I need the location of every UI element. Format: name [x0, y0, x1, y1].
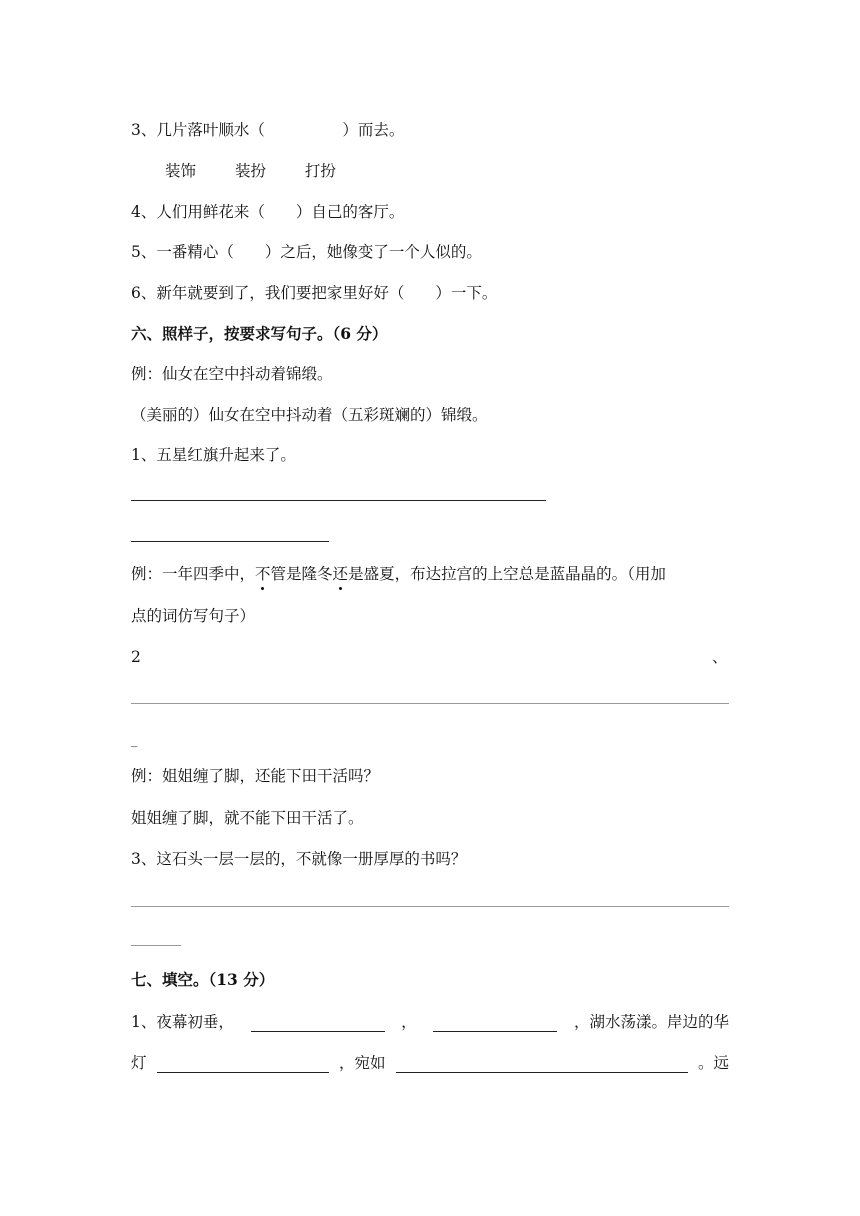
- emphasis-dot-char: 还: [332, 565, 349, 583]
- question-5: 5、一番精心（ ）之后，她像变了一个人似的。: [131, 243, 482, 261]
- fill-blank-1[interactable]: [251, 1015, 385, 1032]
- fill-row-2: 灯 ，宛如 。远: [131, 1054, 729, 1072]
- question-4: 4、人们用鲜花来（ ）自己的客厅。: [131, 203, 405, 221]
- answer-line-3[interactable]: [131, 906, 729, 907]
- answer-line-1a[interactable]: [131, 500, 546, 501]
- example-1-answer: （美丽的）仙女在空中抖动着（五彩斑斓的）锦缎。: [131, 406, 488, 424]
- word-option: 装扮: [234, 162, 266, 180]
- section-6-heading: 六、照样子，按要求写句子。（6 分）: [131, 324, 388, 343]
- rewrite-question-3: 3、这石头一层一层的，不就像一册厚厚的书吗？: [131, 850, 467, 868]
- fill-blank-4[interactable]: [396, 1056, 688, 1073]
- answer-line-2[interactable]: [131, 703, 729, 704]
- question-6: 6、新年就要到了，我们要把家里好好（ ）一下。: [131, 284, 498, 302]
- example-2: 例：一年四季中，不管是隆冬还是盛夏，布达拉宫的上空总是蓝晶晶的。（用加: [131, 565, 666, 583]
- word-option: 装饰: [165, 162, 197, 180]
- answer-line-3-tail[interactable]: [131, 945, 181, 946]
- rewrite-question-2-mark: 、: [712, 648, 728, 666]
- fill-row-1: 1、夜幕初垂， ， ，湖水荡漾。岸边的华: [131, 1013, 729, 1031]
- word-options: [165, 161, 370, 181]
- answer-line-2-tail: _: [131, 733, 138, 748]
- example-1: 例：仙女在空中抖动着锦缎。: [131, 365, 333, 383]
- example-3: 例：姐姐缠了脚，还能下田干活吗？: [131, 767, 380, 785]
- fill-blank-3[interactable]: [157, 1056, 329, 1073]
- emphasis-dot-char: 不: [255, 565, 271, 583]
- example-3-answer: 姐姐缠了脚，就不能下田干活了。: [131, 809, 364, 827]
- example-2-line-2: 点的词仿写句子）: [131, 607, 256, 625]
- answer-line-1b[interactable]: [131, 541, 329, 542]
- section-7-heading: 七、填空。（13 分）: [131, 970, 275, 989]
- question-3: 3、几片落叶顺水（ ）而去。: [131, 121, 405, 139]
- word-option: 打扮: [304, 162, 336, 180]
- fill-blank-2[interactable]: [433, 1015, 557, 1032]
- rewrite-question-2-number: 2: [131, 648, 141, 666]
- rewrite-question-1: 1、五星红旗升起来了。: [131, 446, 296, 464]
